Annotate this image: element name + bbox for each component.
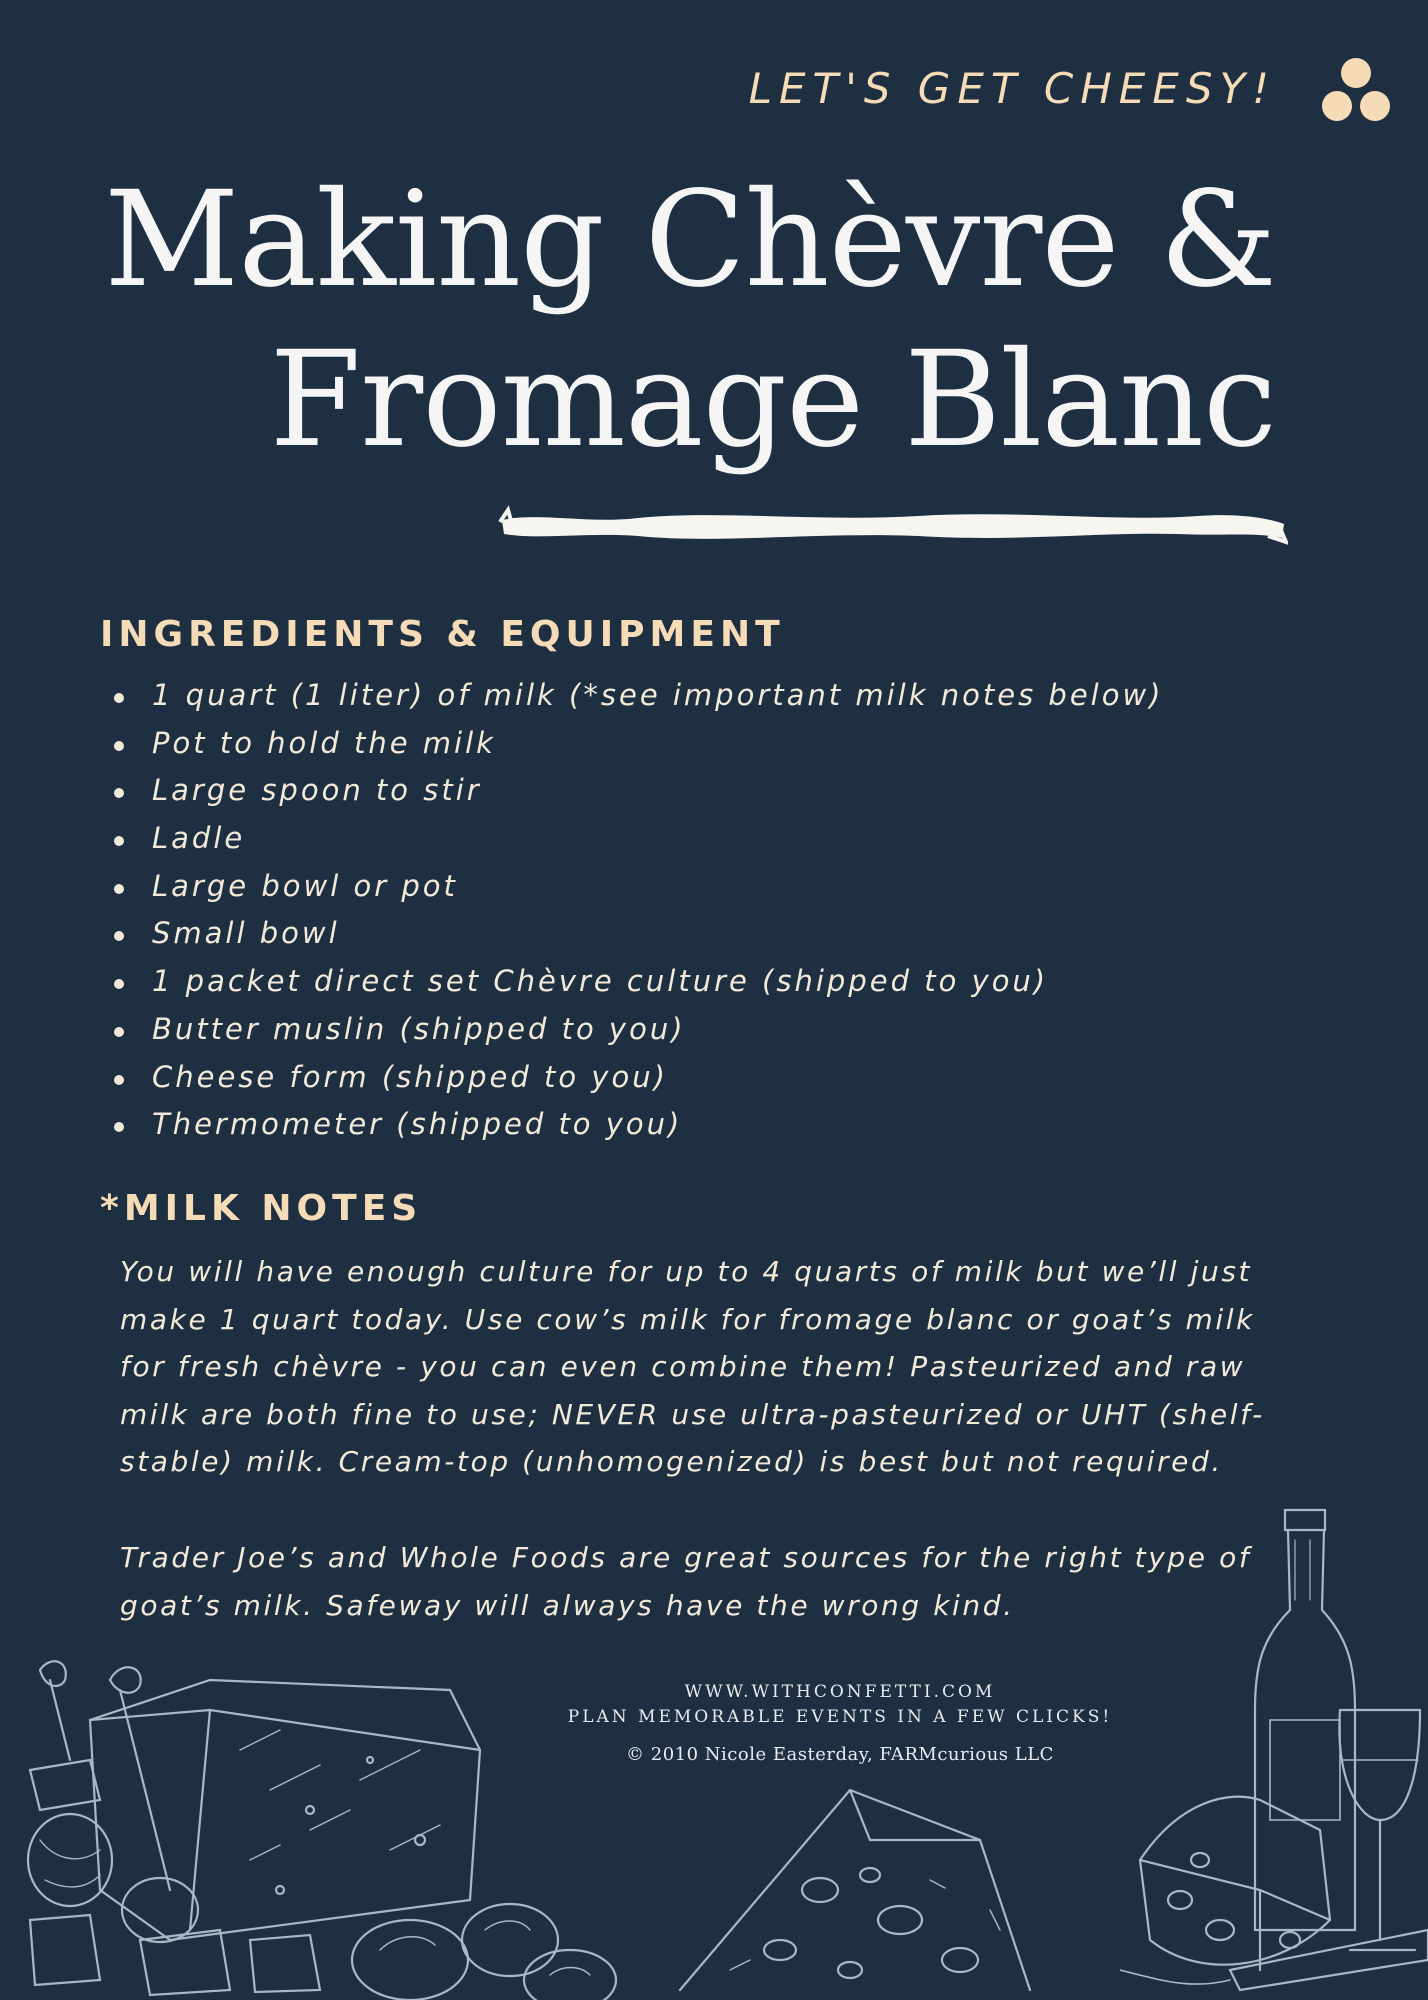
list-item: 1 quart (1 liter) of milk (*see important milk notes below) [100, 672, 1164, 720]
three-dots-logo-icon [1318, 56, 1394, 126]
footer [500, 1680, 1180, 1765]
title-line-1: Making Chèvre & [104, 163, 1276, 317]
ingredients-heading: INGREDIENTS & EQUIPMENT [100, 614, 785, 655]
milk-notes-heading: *MILK NOTES [100, 1188, 423, 1229]
milk-notes-paragraph-2: Trader Joe’s and Whole Foods are great sources for the right type of goat’s milk. Safeway will always have the wrong kind. [120, 1540, 1252, 1622]
list-item: Large spoon to stir [100, 767, 1164, 815]
list-item: Butter muslin (shipped to you) [100, 1006, 1164, 1054]
footer-website[interactable]: WWW.WITHCONFETTI.COM [684, 1682, 996, 1702]
footer-slogan: PLAN MEMORABLE EVENTS IN A FEW CLICKS! [567, 1707, 1113, 1727]
list-item: Large bowl or pot [100, 863, 1164, 911]
swiss-cheese-wedge-sketch [670, 1780, 1050, 2000]
milk-notes-paragraph-1: You will have enough culture for up to 4 quarts of milk but we’ll just make 1 quart today. Use cow’s milk for fromage blanc or goat’s milk for fresh chèvre - you can even combine them! Pasteurized and raw milk are both fine to use; NEVER use ultra-pasteurized or UHT (shelf-stable) milk. Cream-top (unhomogenized) is best but not required. [120, 1255, 1265, 1479]
list-item: 1 packet direct set Chèvre culture (shipped to you) [100, 958, 1164, 1006]
list-item: Ladle [100, 815, 1164, 863]
milk-notes-body [120, 1248, 1280, 1629]
list-item: Small bowl [100, 910, 1164, 958]
list-item: Thermometer (shipped to you) [100, 1101, 1164, 1149]
footer-copyright: © 2010 Nicole Easterday, FARMcurious LLC [626, 1744, 1054, 1765]
list-item: Cheese form (shipped to you) [100, 1054, 1164, 1102]
title-line-2: Fromage Blanc [269, 323, 1276, 477]
list-item: Pot to hold the milk [100, 720, 1164, 768]
ingredients-list [100, 672, 1164, 1149]
page-title [104, 160, 1276, 480]
brush-stroke-underline [498, 502, 1288, 554]
tagline: LET'S GET CHEESY! [748, 64, 1276, 113]
